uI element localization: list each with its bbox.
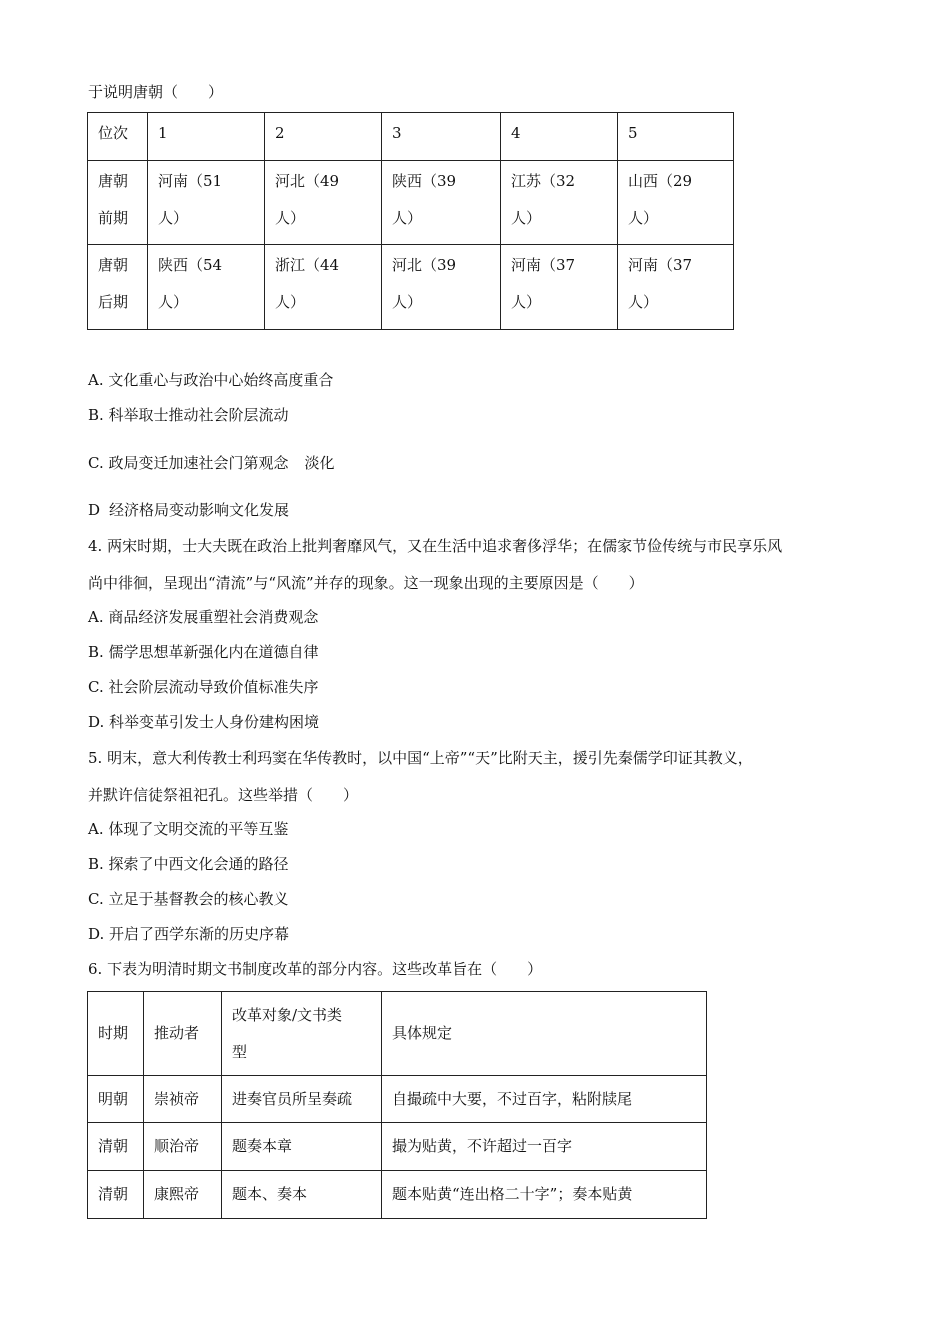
table-row [88, 161, 734, 245]
header-cell: 5 [618, 113, 734, 161]
table-cell: 进奏官员所呈奏疏 [222, 1076, 382, 1123]
q5-option-d: D. 开启了西学东渐的历史序幕 [88, 925, 290, 943]
header-cell: 时期 [88, 992, 144, 1076]
q6-table [87, 991, 707, 1219]
q4-stem-line2: 尚中徘徊，呈现出“清流”与“风流”并存的现象。这一现象出现的主要原因是（ ） [88, 574, 644, 592]
period-cell: 唐朝 前期 [88, 161, 148, 245]
q6-stem: 6. 下表为明清时期文书制度改革的部分内容。这些改革旨在（ ） [88, 960, 543, 978]
q3-option-d: D 经济格局变动影响文化发展 [88, 501, 290, 519]
header-cell: 推动者 [144, 992, 222, 1076]
table-cell: 清朝 [88, 1171, 144, 1219]
table-row [88, 245, 734, 330]
q5-option-a: A. 体现了文明交流的平等互鉴 [88, 820, 289, 838]
q3-table [87, 112, 734, 330]
header-cell: 改革对象/文书类 型 [222, 992, 382, 1076]
q4-stem-line1: 4. 两宋时期，士大夫既在政治上批判奢靡风气，又在生活中追求奢侈浮华；在儒家节俭传统与市民享乐风 [88, 537, 783, 555]
table-cell: 陕西（54 人） [148, 245, 265, 330]
table-cell: 撮为贴黄，不许超过一百字 [382, 1123, 707, 1171]
table-cell: 河南（37 人） [501, 245, 618, 330]
q3-option-b: B. 科举取士推动社会阶层流动 [88, 406, 289, 424]
table-cell: 康熙帝 [144, 1171, 222, 1219]
q5-stem-line2: 并默许信徒祭祖祀孔。这些举措（ ） [88, 786, 359, 804]
q5-option-c: C. 立足于基督教会的核心教义 [88, 890, 289, 908]
table-cell: 明朝 [88, 1076, 144, 1123]
table-header-row [88, 992, 707, 1076]
table-cell: 清朝 [88, 1123, 144, 1171]
table-cell: 顺治帝 [144, 1123, 222, 1171]
table-header-row [88, 113, 734, 161]
table-cell: 题本贴黄“连出格二十字”；奏本贴黄 [382, 1171, 707, 1219]
table-cell: 江苏（32 人） [501, 161, 618, 245]
header-cell: 具体规定 [382, 992, 707, 1076]
q3-option-c: C. 政局变迁加速社会门第观念 淡化 [88, 454, 335, 472]
table-cell: 河北（39 人） [382, 245, 501, 330]
header-cell: 4 [501, 113, 618, 161]
table-cell: 山西（29 人） [618, 161, 734, 245]
table-row [88, 1123, 707, 1171]
header-cell: 位次 [88, 113, 148, 161]
header-cell: 3 [382, 113, 501, 161]
table-cell: 题本、奏本 [222, 1171, 382, 1219]
q3-stem-tail: 于说明唐朝（ ） [88, 83, 224, 101]
q4-option-b: B. 儒学思想革新强化内在道德自律 [88, 643, 319, 661]
table-cell: 河南（51 人） [148, 161, 265, 245]
table-cell: 自撮疏中大要，不过百字，粘附牍尾 [382, 1076, 707, 1123]
table-cell: 陕西（39 人） [382, 161, 501, 245]
table-cell: 河北（49 人） [265, 161, 382, 245]
q4-option-a: A. 商品经济发展重塑社会消费观念 [88, 608, 319, 626]
q3-option-a: A. 文化重心与政治中心始终高度重合 [88, 371, 334, 389]
q4-option-c: C. 社会阶层流动导致价值标准失序 [88, 678, 319, 696]
table-row [88, 1171, 707, 1219]
q4-option-d: D. 科举变革引发士人身份建构困境 [88, 713, 320, 731]
q5-option-b: B. 探索了中西文化会通的路径 [88, 855, 289, 873]
header-cell: 1 [148, 113, 265, 161]
period-cell: 唐朝 后期 [88, 245, 148, 330]
header-cell: 2 [265, 113, 382, 161]
table-cell: 崇祯帝 [144, 1076, 222, 1123]
q5-stem-line1: 5. 明末，意大利传教士利玛窦在华传教时，以中国“上帝”“天”比附天主，援引先秦儒学印证其教义， [88, 749, 753, 767]
table-cell: 河南（37 人） [618, 245, 734, 330]
table-cell: 浙江（44 人） [265, 245, 382, 330]
table-row [88, 1076, 707, 1123]
table-cell: 题奏本章 [222, 1123, 382, 1171]
